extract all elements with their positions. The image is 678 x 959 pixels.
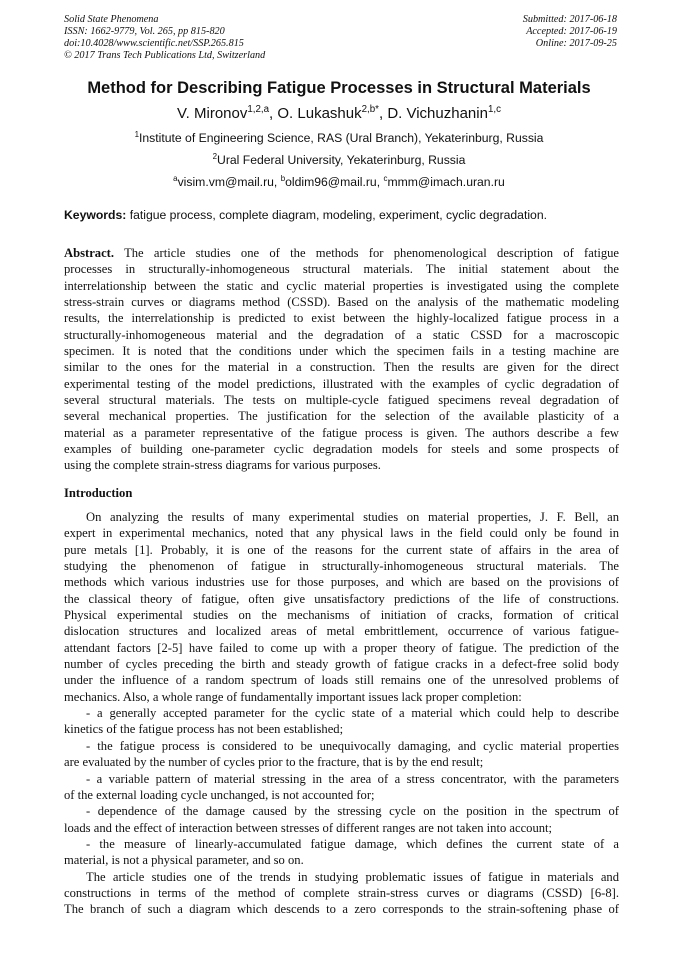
journal-header-line: © 2017 Trans Tech Publications Ltd, Switzerland [64,50,266,61]
abstract-line [64,408,619,424]
paragraph-line: under the influence of a random spectrum of loads still remains one of the unresolved problems of [64,673,619,688]
journal-header-date: Accepted: 2017-06-19 [526,26,617,37]
paragraph-line: methods which various industries use for those purposes, and which are based on the provisions of [64,575,619,590]
abstract-line [64,310,619,326]
abstract [64,245,619,474]
abstract-line [64,261,619,277]
author [387,105,501,122]
abstract-text: similar to the ones for the material in a construction. Then the results are given for the direct [64,360,619,375]
abstract-text: interrelationship between the static and cyclic material properties is investigated using the complete [64,278,619,293]
paragraph-line: - a variable pattern of material stressing in the area of a stress concentrator, with the parameters [86,771,619,786]
introduction-section [64,485,619,918]
author-affiliation-mark: 1,c [487,104,501,115]
abstract-line [64,441,619,457]
author-affiliation-mark: 2,b* [361,104,379,115]
paragraph-line: the classical theory of fatigue, often give unsatisfactory predictions of the life of constructions. [64,591,619,606]
paragraph-line: The article studies one of the trends in studying problematic issues of fatigue in materials and [86,869,619,884]
submission-dates [523,14,617,50]
paragraph-line: - the measure of linearly-accumulated fatigue damage, which defines the current state of a [86,836,619,851]
abstract-line [64,425,619,441]
paragraph-line: - the fatigue process is considered to be unequivocally damaging, and cyclic material properties [86,738,619,753]
affiliation-2: $^2$Ural Federal University, Yekaterinburg, Russia [212,151,466,167]
keywords-text: fatigue process, complete diagram, modeling, experiment, cyclic degradation. [126,208,547,222]
email-mark: b [280,173,286,183]
paragraph-line: - a generally accepted parameter for the cyclic state of a material which could help to describe [86,706,619,721]
journal-info [64,14,265,62]
keywords [64,208,547,222]
author [177,105,277,122]
paragraph-line: material, is not a physical parameter, and so on. [64,853,304,868]
paragraph-line: expert in experimental mechanics, noted that any physical laws in the field could only be found in [64,526,619,541]
abstract-line [64,343,619,359]
email: oldim96@mail.ru, [285,175,384,189]
paragraph-line: constructions in terms of the method of complete strain-stress curves or diagrams (CSSD) [6-8]. [64,885,619,900]
abstract-line [64,327,619,343]
author-list [0,105,678,122]
abstract-line [64,245,619,261]
paragraph-line: pure metals [1]. Probably, it is one of the reasons for the current state of affairs in the area of [64,542,619,557]
author-name: O. Lukashuk [277,105,362,122]
abstract-text: several structural materials. The tests on multiple-cycle fatigued specimens reveal degradation of [64,393,619,408]
paragraph-line: Physical experimental studies on the mechanisms of initiation of cracks, formation of critical [64,608,619,623]
journal-header-date: Online: 2017-09-25 [535,38,617,49]
author-affiliation-mark: 1,2,a [247,104,270,115]
email-mark: c [383,173,388,183]
author-separator: , [378,105,388,122]
paragraph-line: dislocation structures and localized areas of metal embrittlement, occurrence of various fatigue- [64,624,619,639]
paragraph-line: number of cycles preceding the birth and steady growth of fatigue cracks in a defect-free solid body [64,657,619,672]
paragraph-line: are evaluated by the number of cycles prior to the fracture, that is by the end result; [64,755,484,770]
paragraph-line: mechanics. Also, a whole range of fundamentally important issues lack proper completion: [64,689,522,704]
abstract-text: results, the interrelationship is predicted to exist between the highly-localized fatigue process in a [64,311,619,326]
journal-header-line: Solid State Phenomena [64,14,159,25]
paragraph-line: The branch of such a diagram which descends to a zero corresponds to the strain-softening phase of [64,902,619,917]
journal-header-date: Submitted: 2017-06-18 [522,14,617,25]
paragraph-line: On analyzing the results of many experimental studies on material properties, J. F. Bell, an [86,510,619,524]
section-heading: Introduction [64,486,133,500]
journal-header-line: doi:10.4028/www.scientific.net/SSP.265.815 [64,38,244,49]
abstract-text: structurally-inhomogeneous material and the degradation of a static CSSD for a macroscopic [64,327,619,342]
abstract-text: The article studies one of the methods for phenomenological description of fatigue [114,246,619,260]
author-name: V. Mironov [177,105,248,122]
author-emails [0,175,678,189]
author-separator: , [269,105,278,122]
abstract-line [64,376,619,392]
abstract-text: stress-strain curves or diagrams method (CSSD). Based on the analysis of the mathematic modeling [64,295,619,310]
email-mark: a [173,173,178,183]
abstract-line [64,457,619,473]
paragraph-line: attendant factors [2-5] have failed to come up with a proper theory of fatigue. The prediction of the [64,640,619,655]
abstract-text: experimental testing of the model predictions, illustrated with the examples of cyclic degradation of [64,376,619,391]
abstract-text: several mechanical properties. The justification for the selection of the available plasticity of a [64,409,619,424]
abstract-line [64,392,619,408]
paper-title: Method for Describing Fatigue Processes in Structural Materials [87,79,591,97]
abstract-label: Abstract. [64,246,115,260]
paragraph-line: loads and the effect of interaction between stresses of different ranges are not taken into account; [64,820,553,835]
author-name: D. Vichuzhanin [387,105,488,122]
paragraph-line: - dependence of the damage caused by the stressing cycle on the position in the spectrum of [86,804,619,819]
email: visim.vm@mail.ru, [177,175,281,189]
keywords-label: Keywords: [64,208,127,222]
abstract-text: using the complete strain-stress diagrams for various purposes. [64,458,381,473]
paragraph-line: studying the phenomenon of fatigue in structurally-inhomogeneous structural materials. The [64,559,619,574]
abstract-line [64,294,619,310]
abstract-text: material as a parameter representative of the fatigue process is given. The authors describe a few [64,425,619,440]
abstract-line [64,278,619,294]
abstract-line [64,359,619,375]
abstract-text: processes in structurally-inhomogeneous structural materials. The initial statement about the [64,262,619,277]
affiliation-1: $^1$Institute of Engineering Science, RAS (Ural Branch), Yekaterinburg, Russia [134,129,544,145]
paragraph-line: of the external loading cycle unchanged, is not accounted for; [64,787,375,802]
email: mmm@imach.uran.ru [387,175,505,189]
paragraph-line: kinetics of the fatigue process has not been established; [64,722,344,737]
author [277,105,387,122]
abstract-text: examples of building one-parameter cyclic degradation models for steels and some prospects of [64,442,619,457]
journal-header-line: ISSN: 1662-9779, Vol. 265, pp 815-820 [64,26,225,37]
abstract-text: specimen. It is noted that the conditions under which the specimen fails in a testing machine are [64,344,619,359]
